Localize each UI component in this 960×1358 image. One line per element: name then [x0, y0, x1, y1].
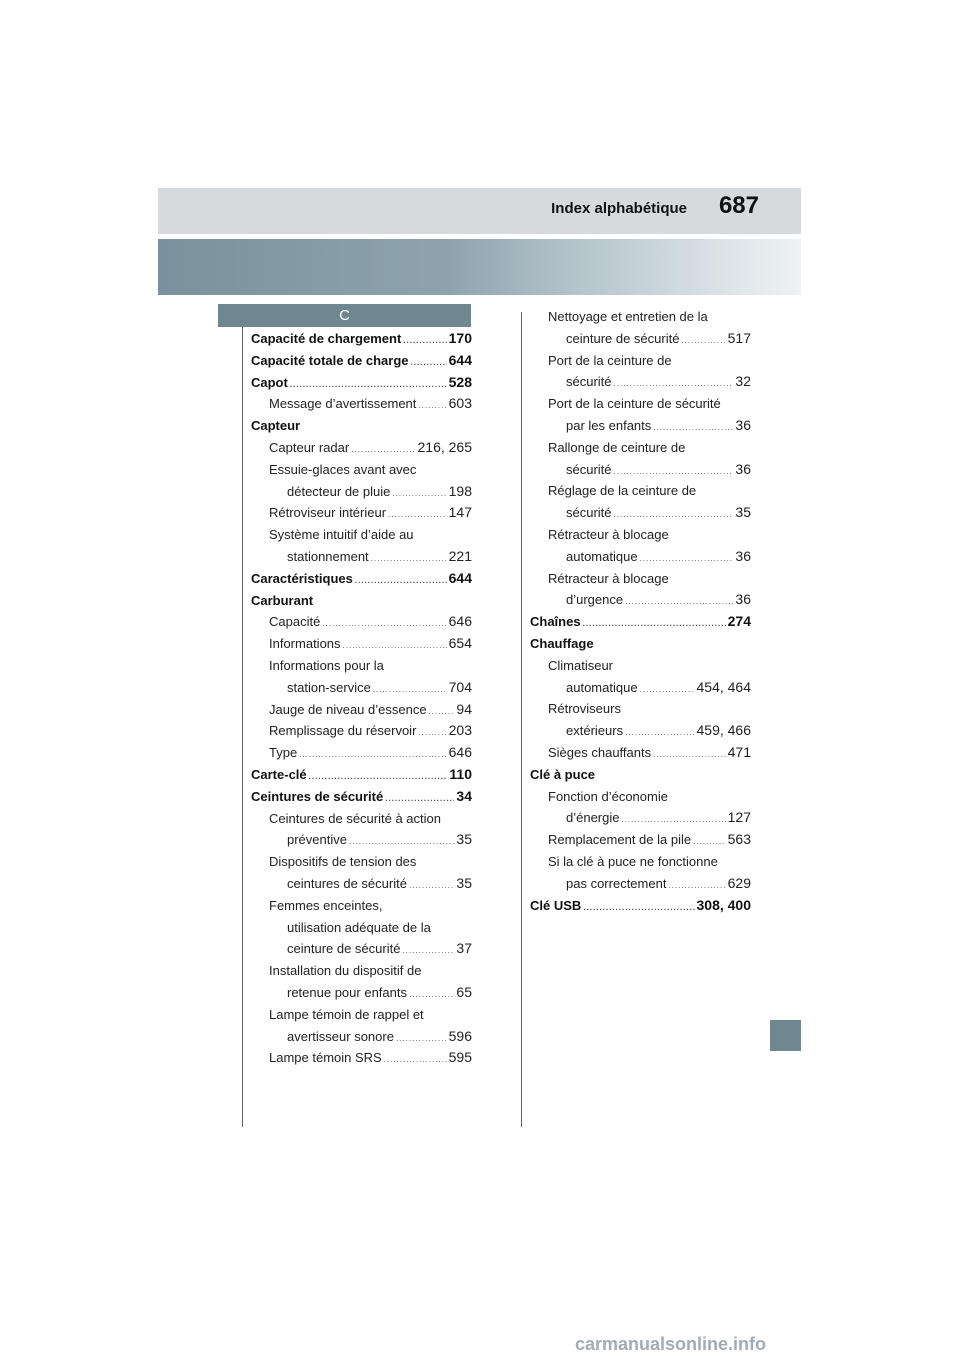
index-entry-pages[interactable]: 221 [448, 547, 472, 564]
index-entry-pages[interactable]: 454, 464 [696, 678, 751, 695]
index-entry-pages[interactable]: 36 [735, 416, 751, 433]
index-entry-pages[interactable]: 595 [448, 1049, 472, 1066]
index-entry [530, 720, 751, 742]
dot-leader [614, 461, 734, 483]
index-entry [530, 633, 751, 655]
column-divider-middle [521, 312, 522, 1127]
index-entry [530, 524, 751, 546]
index-entry-text: ceinture de sécurité [287, 941, 401, 957]
index-entry-text: Capacité de chargement [251, 331, 402, 346]
index-entry-text: Port de la ceinture de [548, 352, 672, 368]
index-entry-text: station-service [287, 679, 371, 695]
page-number: 687 [718, 192, 759, 219]
index-entry-text: Rétroviseurs [548, 701, 621, 717]
index-entry-text: Climatiseur [548, 657, 614, 673]
dot-leader [396, 1028, 447, 1050]
dot-leader [640, 548, 734, 570]
dot-leader [429, 701, 455, 723]
index-entry [530, 415, 751, 437]
index-entry-pages[interactable]: 528 [448, 373, 472, 390]
index-entry [251, 851, 472, 873]
dot-leader [371, 548, 447, 570]
index-entry-pages[interactable]: 36 [735, 460, 751, 477]
index-entry [530, 895, 751, 917]
index-entry [530, 611, 751, 633]
index-entry-pages[interactable]: 34 [456, 787, 472, 804]
index-entry [251, 677, 472, 699]
index-entry-text: automatique [566, 548, 638, 564]
index-entry-text: Jauge de niveau d’essence [269, 701, 427, 717]
index-entry-pages[interactable]: 308, 400 [696, 896, 751, 913]
index-entry-pages[interactable]: 646 [448, 744, 472, 761]
index-entry [251, 917, 472, 939]
index-entry [251, 502, 472, 524]
index-entry-text: Rallonge de ceinture de [548, 439, 686, 455]
index-entry [251, 938, 472, 960]
dot-leader [653, 417, 733, 439]
index-entry-pages[interactable]: 563 [727, 831, 751, 848]
dot-leader [418, 395, 446, 417]
index-entry-pages[interactable]: 646 [448, 613, 472, 630]
index-entry [530, 807, 751, 829]
index-entry-text: Sièges chauffants [548, 744, 652, 760]
index-entry-pages[interactable]: 274 [727, 613, 751, 630]
index-entry-text: Port de la ceinture de sécurité [548, 396, 721, 412]
header-band [158, 239, 801, 295]
index-entry [251, 546, 472, 568]
index-entry-text: Capacité [269, 614, 321, 630]
dot-leader [653, 744, 726, 766]
dot-leader [693, 831, 726, 853]
index-entry-pages[interactable]: 35 [456, 831, 472, 848]
index-entry-text: Chauffage [530, 635, 594, 651]
dot-leader [355, 570, 447, 592]
dot-leader [681, 330, 725, 352]
index-entry [251, 568, 472, 590]
index-entry-pages[interactable]: 37 [456, 940, 472, 957]
header-title: Index alphabétique [551, 200, 687, 217]
index-entry [530, 698, 751, 720]
column-divider-left [242, 327, 243, 1127]
index-entry [251, 764, 472, 786]
index-entry-text: Lampe témoin SRS [269, 1050, 382, 1066]
index-entry-pages[interactable]: 36 [735, 591, 751, 608]
index-entry-pages[interactable]: 198 [448, 482, 472, 499]
index-entry-text: Chaînes [530, 614, 581, 630]
index-entry-pages[interactable]: 644 [448, 569, 472, 586]
dot-leader [322, 613, 446, 635]
index-entry-text: Système intuitif d’aide au [269, 527, 414, 543]
index-entry-pages[interactable]: 471 [727, 743, 751, 760]
index-entry-text: Rétracteur à blocage [548, 570, 669, 586]
index-entry [530, 546, 751, 568]
watermark: carmanualsonline.info [575, 1334, 767, 1354]
index-entry [251, 1004, 472, 1026]
index-entry-text: Type [269, 745, 298, 761]
index-entry [251, 393, 472, 415]
index-entry-text: retenue pour enfants [287, 984, 407, 1000]
index-entry-text: Dispositifs de tension des [269, 854, 417, 870]
dot-leader [625, 591, 733, 613]
index-entry [251, 328, 472, 350]
index-entry [530, 589, 751, 611]
dot-leader [402, 940, 454, 962]
index-entry-text: Clé à puce [530, 766, 596, 782]
index-entry [251, 350, 472, 372]
index-entry-pages[interactable]: 147 [448, 504, 472, 521]
index-entry-text: Lampe témoin de rappel et [269, 1006, 424, 1022]
index-entry-text: Capot [251, 374, 288, 390]
index-entry-pages[interactable]: 110 [449, 765, 472, 782]
index-entry-text: Remplacement de la pile [548, 832, 692, 848]
index-entry [530, 350, 751, 372]
index-entry [251, 415, 472, 437]
index-entry [530, 328, 751, 350]
index-entry-text: Message d’avertissement [269, 396, 417, 412]
index-entry-text: Femmes enceintes, [269, 897, 383, 913]
index-entry [251, 524, 472, 546]
dot-leader [409, 984, 454, 1006]
index-entry-text: Rétracteur à blocage [548, 526, 669, 542]
dot-leader [343, 635, 447, 657]
chapter-tab [770, 1020, 801, 1051]
dot-leader [403, 330, 446, 352]
index-entry-pages[interactable]: 629 [727, 874, 751, 891]
dot-leader [409, 875, 454, 897]
dot-leader [583, 613, 726, 635]
index-entry-text: Réglage de la ceinture de [548, 483, 697, 499]
index-entry-text: Fonction d’économie [548, 788, 668, 804]
index-entry-text: automatique [566, 679, 638, 695]
index-entry [251, 808, 472, 830]
index-entry-pages[interactable]: 203 [448, 722, 472, 739]
index-entry-text: extérieurs [566, 723, 624, 739]
index-entry-text: préventive [287, 832, 347, 848]
index-entry-pages[interactable]: 94 [456, 700, 472, 717]
index-entry-text: Remplissage du réservoir [269, 723, 417, 739]
index-entry-text: Caractéristiques [251, 570, 353, 586]
index-entry-pages[interactable]: 517 [727, 329, 751, 346]
index-entry [530, 306, 751, 328]
index-entry-pages[interactable]: 603 [448, 395, 472, 412]
index-entry-text: ceintures de sécurité [287, 875, 407, 891]
index-entry-text: Carburant [251, 592, 314, 608]
index-entry-pages[interactable]: 216, 265 [417, 438, 472, 455]
index-entry-text: Capteur [251, 418, 301, 434]
index-column-2 [530, 306, 751, 916]
index-entry [530, 502, 751, 524]
index-entry-pages[interactable]: 170 [448, 330, 472, 346]
index-entry-text: utilisation adéquate de la [287, 919, 431, 935]
index-entry [251, 611, 472, 633]
dot-leader [351, 439, 415, 461]
dot-leader [640, 679, 695, 701]
index-entry [530, 655, 751, 677]
index-entry-pages[interactable]: 36 [735, 547, 751, 564]
dot-leader [384, 1049, 447, 1071]
index-entry [530, 851, 751, 873]
dot-leader [622, 809, 726, 831]
index-entry-text: sécurité [566, 505, 612, 521]
index-entry [251, 786, 472, 808]
index-entry-text: sécurité [566, 461, 612, 477]
index-entry-text: Installation du dispositif de [269, 963, 422, 979]
dot-leader [309, 766, 448, 788]
index-entry [251, 459, 472, 481]
page-header [158, 188, 801, 234]
index-entry-text: sécurité [566, 374, 612, 390]
index-entry-text: d’urgence [566, 592, 624, 608]
index-entry-text: Informations [269, 636, 341, 652]
index-entry-text: pas correctement [566, 875, 667, 891]
dot-leader [388, 504, 447, 526]
index-entry-pages[interactable]: 35 [735, 504, 751, 521]
index-entry [530, 829, 751, 851]
index-entry [530, 742, 751, 764]
index-entry [530, 393, 751, 415]
index-entry-text: Nettoyage et entretien de la [548, 309, 708, 324]
index-entry-text: Clé USB [530, 897, 582, 913]
index-entry-text: Capacité totale de charge [251, 352, 409, 368]
index-entry-text: d’énergie [566, 810, 620, 826]
index-entry-pages[interactable]: 704 [448, 678, 472, 695]
index-entry-pages[interactable]: 127 [727, 809, 751, 826]
index-entry-pages[interactable]: 644 [448, 351, 472, 368]
index-entry [251, 699, 472, 721]
index-entry-text: stationnement [287, 548, 369, 564]
index-entry-text: Si la clé à puce ne fonctionne [548, 853, 718, 869]
index-entry [251, 982, 472, 1004]
index-entry [530, 480, 751, 502]
index-entry [251, 720, 472, 742]
index-entry [530, 764, 751, 786]
index-entry [530, 873, 751, 895]
index-entry [251, 742, 472, 764]
index-entry-text: Carte-clé [251, 766, 307, 782]
index-entry-text: Rétroviseur intérieur [269, 505, 387, 521]
index-entry-pages[interactable]: 654 [448, 635, 472, 652]
dot-leader [385, 788, 454, 810]
dot-leader [614, 373, 734, 395]
index-entry-text: par les enfants [566, 417, 652, 433]
index-entry [251, 829, 472, 851]
dot-leader [625, 722, 694, 744]
index-entry [251, 960, 472, 982]
index-entry [251, 873, 472, 895]
dot-leader [614, 504, 734, 526]
section-letter-header: C [218, 304, 471, 327]
index-entry [530, 459, 751, 481]
dot-leader [373, 679, 447, 701]
index-entry [530, 677, 751, 699]
index-entry [530, 437, 751, 459]
index-entry-pages[interactable]: 32 [735, 373, 751, 390]
index-entry-text: Ceintures de sécurité [251, 788, 384, 804]
index-entry [251, 590, 472, 612]
index-entry-pages[interactable]: 459, 466 [696, 722, 751, 739]
index-entry-text: détecteur de pluie [287, 483, 391, 499]
index-entry [251, 1047, 472, 1069]
index-entry [251, 633, 472, 655]
dot-leader [411, 352, 447, 374]
dot-leader [583, 897, 694, 919]
index-entry-pages[interactable]: 596 [448, 1027, 472, 1044]
dot-leader [418, 722, 446, 744]
index-entry [251, 372, 472, 394]
index-entry-pages[interactable]: 35 [456, 874, 472, 891]
index-entry [530, 371, 751, 393]
dot-leader [349, 831, 454, 853]
dot-leader [392, 483, 446, 505]
index-entry-text: avertisseur sonore [287, 1028, 394, 1044]
index-entry-pages[interactable]: 65 [456, 983, 472, 1000]
index-entry-text: Essuie-glaces avant avec [269, 461, 417, 477]
index-entry [530, 786, 751, 808]
index-entry-text: Capteur radar [269, 439, 350, 455]
dot-leader [668, 875, 725, 897]
index-entry [251, 895, 472, 917]
dot-leader [299, 744, 446, 766]
index-entry-text: Informations pour la [269, 657, 384, 673]
index-entry-text: ceinture de sécurité [566, 330, 680, 346]
index-entry [251, 655, 472, 677]
dot-leader [290, 374, 447, 396]
index-entry-text: Ceintures de sécurité à action [269, 810, 441, 826]
index-column-1 [251, 328, 472, 1069]
index-entry [251, 1026, 472, 1048]
index-entry [251, 481, 472, 503]
index-entry [530, 568, 751, 590]
index-entry [251, 437, 472, 459]
